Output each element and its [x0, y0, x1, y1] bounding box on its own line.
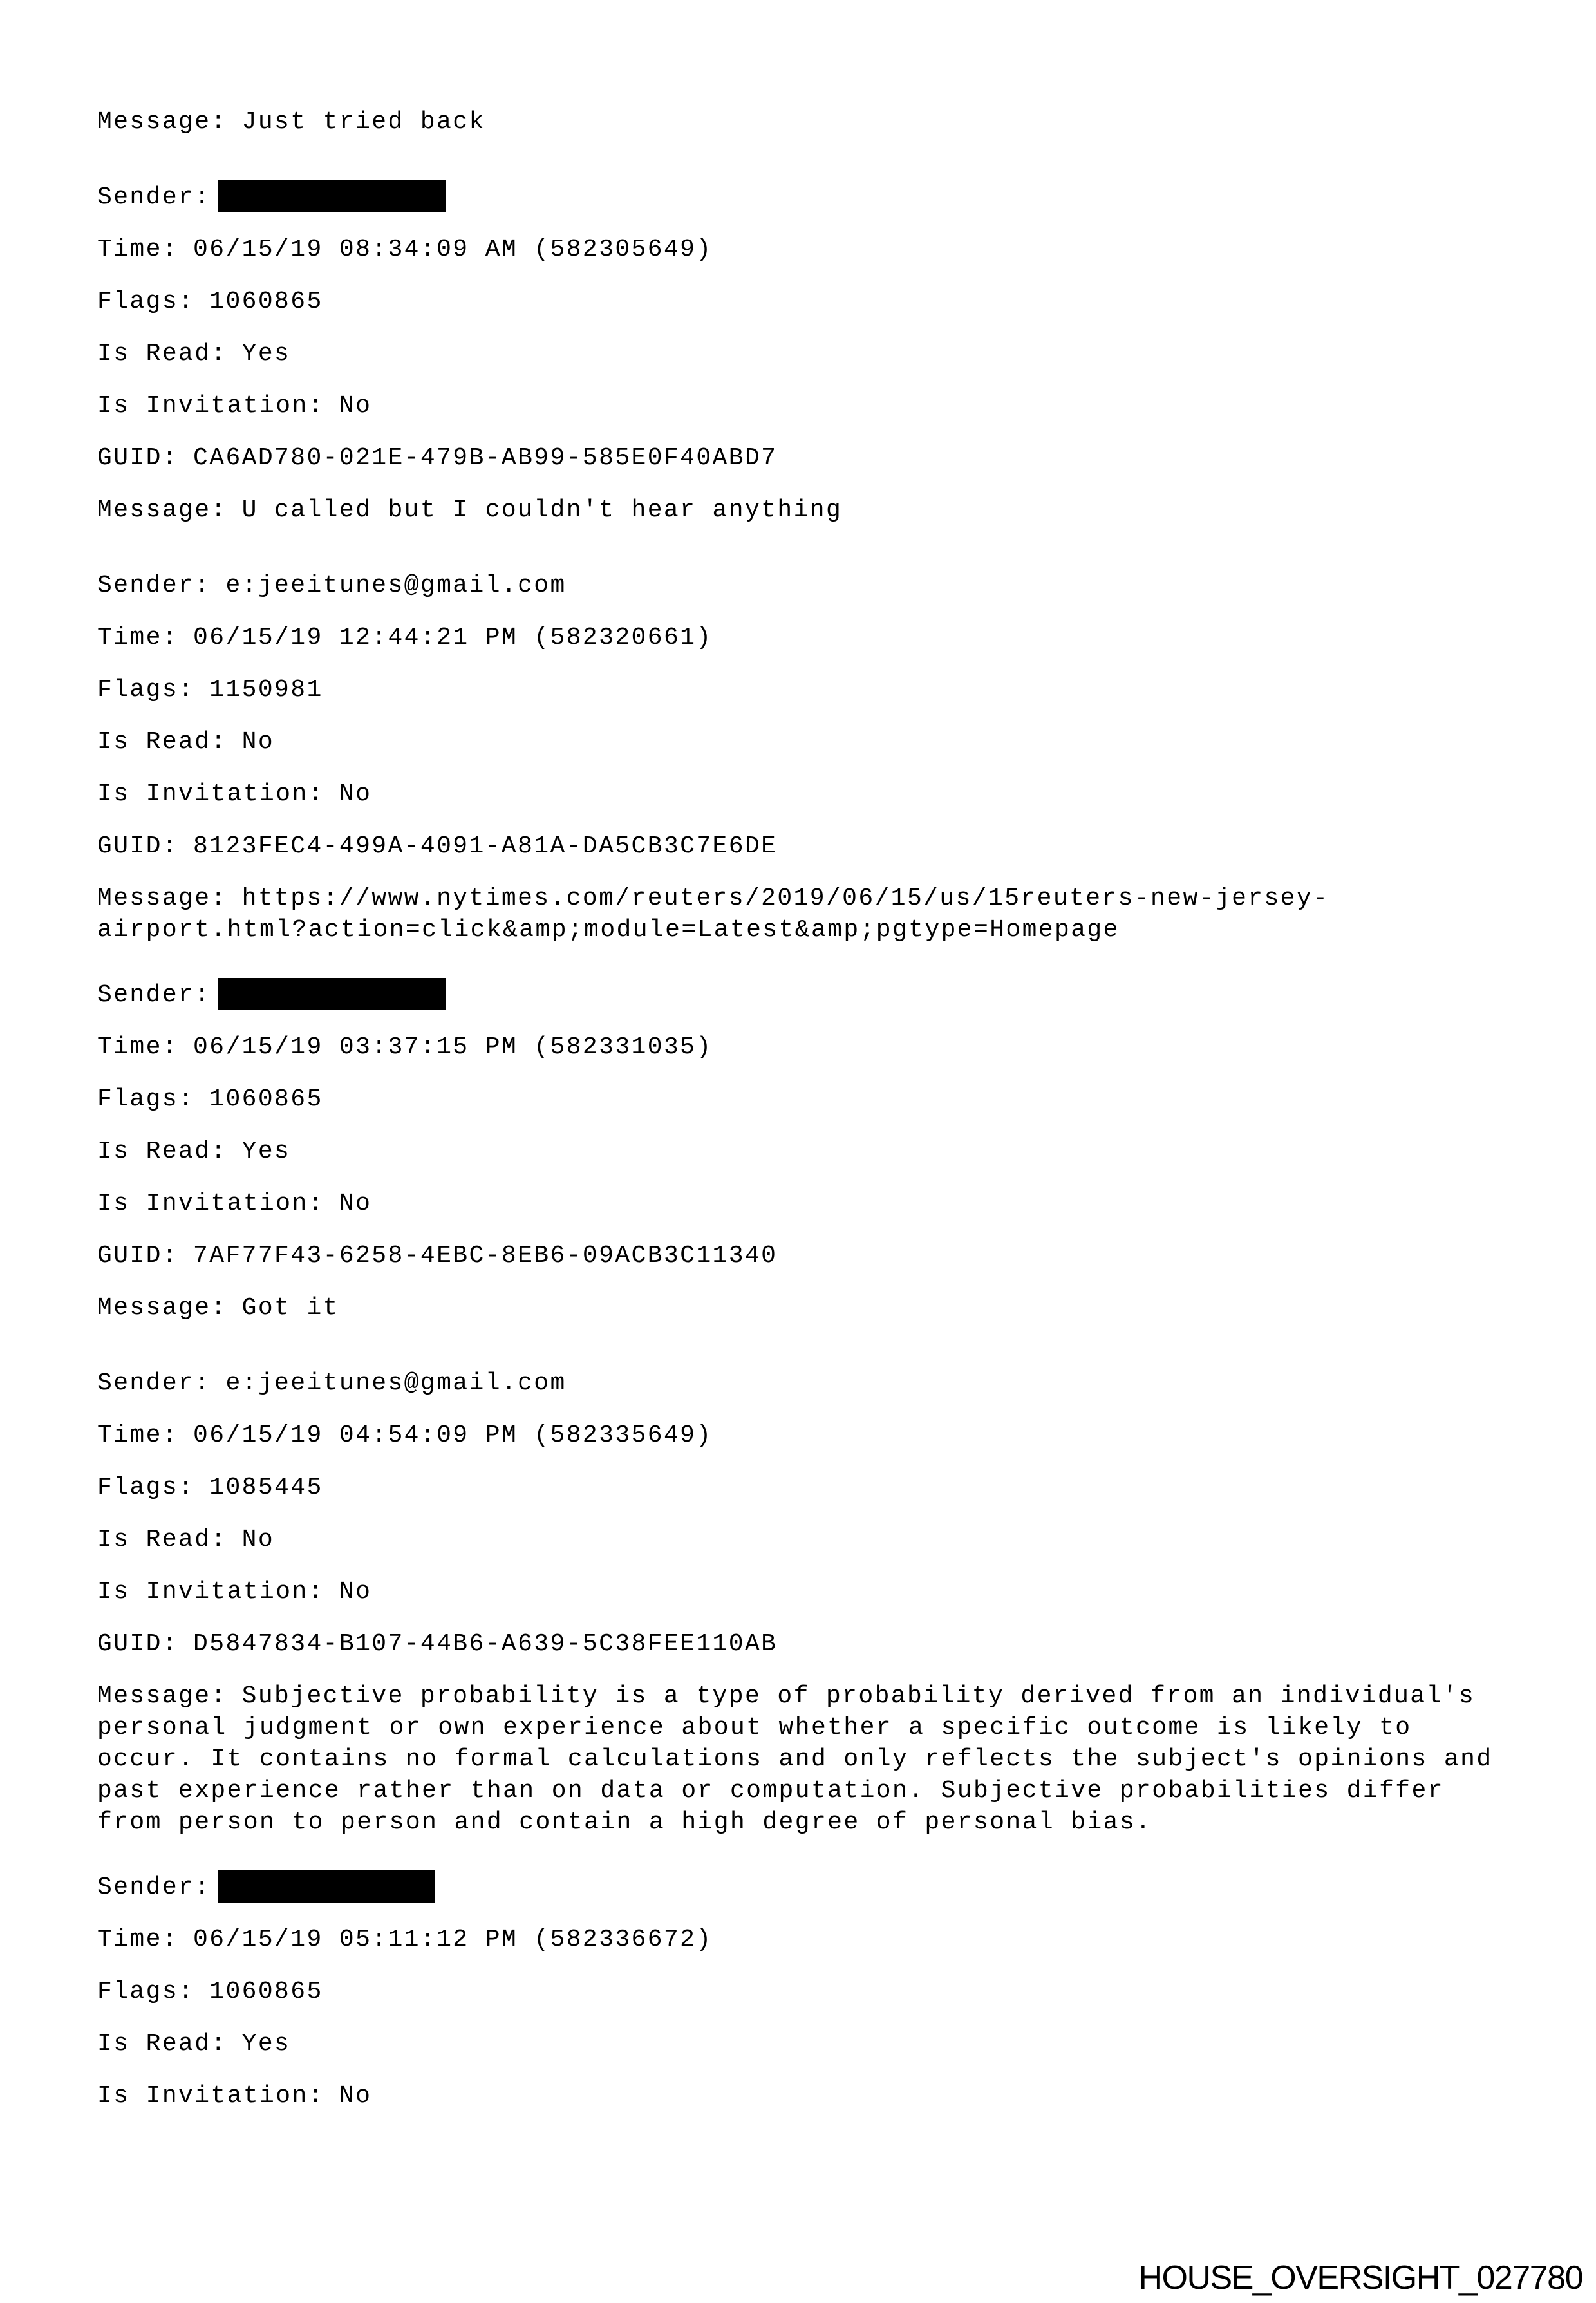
is-read-row: [97, 1514, 1570, 1566]
field-label: Flags:: [97, 1086, 195, 1113]
field-value: Just tried back: [241, 108, 485, 136]
section-gap: [97, 1334, 1570, 1357]
field-label: Is Invitation:: [97, 392, 324, 420]
is-invitation-row: [97, 380, 1570, 432]
time-row: [97, 1409, 1570, 1462]
section-gap: [97, 148, 1570, 171]
time-row: [97, 1021, 1570, 1073]
message-line: [97, 914, 1570, 946]
field-value: No: [241, 728, 275, 756]
field-label: Time:: [97, 1422, 179, 1449]
field-label: Is Invitation:: [97, 2082, 324, 2110]
field-value: 06/15/19 05:11:12 PM (582336672): [193, 1926, 713, 1953]
sender-row: [97, 969, 1570, 1021]
message-line: [97, 1775, 1570, 1807]
field-value: https://www.nytimes.com/reuters/2019/06/15/us/15reuters-new-jersey-: [241, 885, 1329, 912]
guid-row: [97, 1230, 1570, 1282]
flags-row: [97, 664, 1570, 716]
is-invitation-row: [97, 1178, 1570, 1230]
field-label: Is Read:: [97, 340, 227, 368]
field-value: No: [339, 2082, 372, 2110]
field-value: 1060865: [209, 1086, 323, 1113]
field-value: 1150981: [209, 676, 323, 704]
field-label: Message:: [97, 1682, 227, 1710]
message-line: [97, 1807, 1570, 1838]
field-label: Sender:: [97, 981, 211, 1009]
message-row: [97, 484, 1570, 536]
is-read-row: [97, 328, 1570, 380]
message-paragraph: [97, 1680, 1570, 1838]
field-value: 06/15/19 03:37:15 PM (582331035): [193, 1033, 713, 1061]
field-value: 7AF77F43-6258-4EBC-8EB6-09ACB3C11340: [193, 1242, 778, 1270]
sender-row: [97, 559, 1570, 612]
is-read-row: [97, 1125, 1570, 1178]
field-value: Got it: [241, 1294, 339, 1322]
sender-row: [97, 1861, 1570, 1913]
redaction-bar: [218, 978, 446, 1010]
message-line: [97, 1712, 1570, 1744]
field-label: Flags:: [97, 288, 195, 315]
field-value: personal judgment or own experience about whether a specific outcome is likely to: [97, 1714, 1412, 1742]
flags-row: [97, 1966, 1570, 2018]
time-row: [97, 612, 1570, 664]
is-invitation-row: [97, 768, 1570, 820]
redaction-bar: [218, 1870, 435, 1903]
field-label: Is Invitation:: [97, 780, 324, 808]
is-read-row: [97, 716, 1570, 768]
is-read-row: [97, 2018, 1570, 2070]
redaction-bar: [218, 180, 446, 212]
section-gap: [97, 1838, 1570, 1861]
field-value: U called but I couldn't hear anything: [241, 496, 843, 524]
time-row: [97, 1913, 1570, 1966]
message-line: [97, 1680, 1570, 1712]
field-label: Is Read:: [97, 1138, 227, 1165]
time-row: [97, 223, 1570, 276]
field-label: Sender:: [97, 183, 211, 211]
is-invitation-row: [97, 1566, 1570, 1618]
field-label: GUID:: [97, 1630, 179, 1658]
field-value: airport.html?action=click&amp;module=Latest&amp;pgtype=Homepage: [97, 916, 1120, 944]
flags-row: [97, 1073, 1570, 1125]
field-value: Yes: [241, 340, 291, 368]
message-line: [97, 1744, 1570, 1775]
field-value: Yes: [241, 2030, 291, 2058]
field-value: e:jeeitunes@gmail.com: [225, 572, 567, 599]
field-label: Is Read:: [97, 728, 227, 756]
field-value: e:jeeitunes@gmail.com: [225, 1369, 567, 1397]
document-body: [97, 96, 1570, 2122]
field-label: Message:: [97, 1294, 227, 1322]
guid-row: [97, 1618, 1570, 1670]
field-label: Message:: [97, 885, 227, 912]
field-value: Subjective probability is a type of probability derived from an individual's: [241, 1682, 1476, 1710]
message-line: [97, 883, 1570, 914]
field-value: No: [241, 1526, 275, 1554]
bates-number: HOUSE_OVERSIGHT_027780: [1138, 2259, 1582, 2297]
guid-row: [97, 432, 1570, 484]
field-value: No: [339, 392, 372, 420]
message-paragraph: [97, 883, 1570, 946]
flags-row: [97, 1462, 1570, 1514]
field-label: Flags:: [97, 1474, 195, 1501]
field-value: from person to person and contain a high degree of personal bias.: [97, 1809, 1152, 1836]
field-value: No: [339, 1190, 372, 1217]
field-label: Is Invitation:: [97, 1578, 324, 1606]
field-label: Flags:: [97, 676, 195, 704]
field-label: Time:: [97, 236, 179, 263]
field-label: GUID:: [97, 1242, 179, 1270]
field-value: 06/15/19 08:34:09 AM (582305649): [193, 236, 713, 263]
field-value: No: [339, 780, 372, 808]
field-label: Time:: [97, 624, 179, 652]
field-value: past experience rather than on data or computation. Subjective probabilities differ: [97, 1777, 1444, 1805]
field-label: Is Read:: [97, 2030, 227, 2058]
field-value: 1060865: [209, 1978, 323, 2006]
leading-message-row: [97, 96, 1570, 148]
section-gap: [97, 536, 1570, 559]
field-label: Message:: [97, 108, 227, 136]
sender-row: [97, 1357, 1570, 1409]
field-label: Sender:: [97, 572, 211, 599]
field-label: GUID:: [97, 444, 179, 472]
field-label: Sender:: [97, 1369, 211, 1397]
flags-row: [97, 276, 1570, 328]
field-label: Time:: [97, 1926, 179, 1953]
field-value: 1060865: [209, 288, 323, 315]
guid-row: [97, 820, 1570, 872]
field-value: occur. It contains no formal calculations and only reflects the subject's opinions and: [97, 1745, 1493, 1773]
sender-row: [97, 171, 1570, 223]
field-label: Time:: [97, 1033, 179, 1061]
field-label: Sender:: [97, 1874, 211, 1901]
field-value: D5847834-B107-44B6-A639-5C38FEE110AB: [193, 1630, 778, 1658]
field-label: Is Read:: [97, 1526, 227, 1554]
is-invitation-row: [97, 2070, 1570, 2122]
field-value: 06/15/19 12:44:21 PM (582320661): [193, 624, 713, 652]
message-row: [97, 1282, 1570, 1334]
field-value: 1085445: [209, 1474, 323, 1501]
field-value: 06/15/19 04:54:09 PM (582335649): [193, 1422, 713, 1449]
field-value: Yes: [241, 1138, 291, 1165]
field-value: 8123FEC4-499A-4091-A81A-DA5CB3C7E6DE: [193, 832, 778, 860]
field-label: Flags:: [97, 1978, 195, 2006]
section-gap: [97, 946, 1570, 969]
field-label: GUID:: [97, 832, 179, 860]
field-value: No: [339, 1578, 372, 1606]
field-label: Is Invitation:: [97, 1190, 324, 1217]
field-label: Message:: [97, 496, 227, 524]
field-value: CA6AD780-021E-479B-AB99-585E0F40ABD7: [193, 444, 778, 472]
